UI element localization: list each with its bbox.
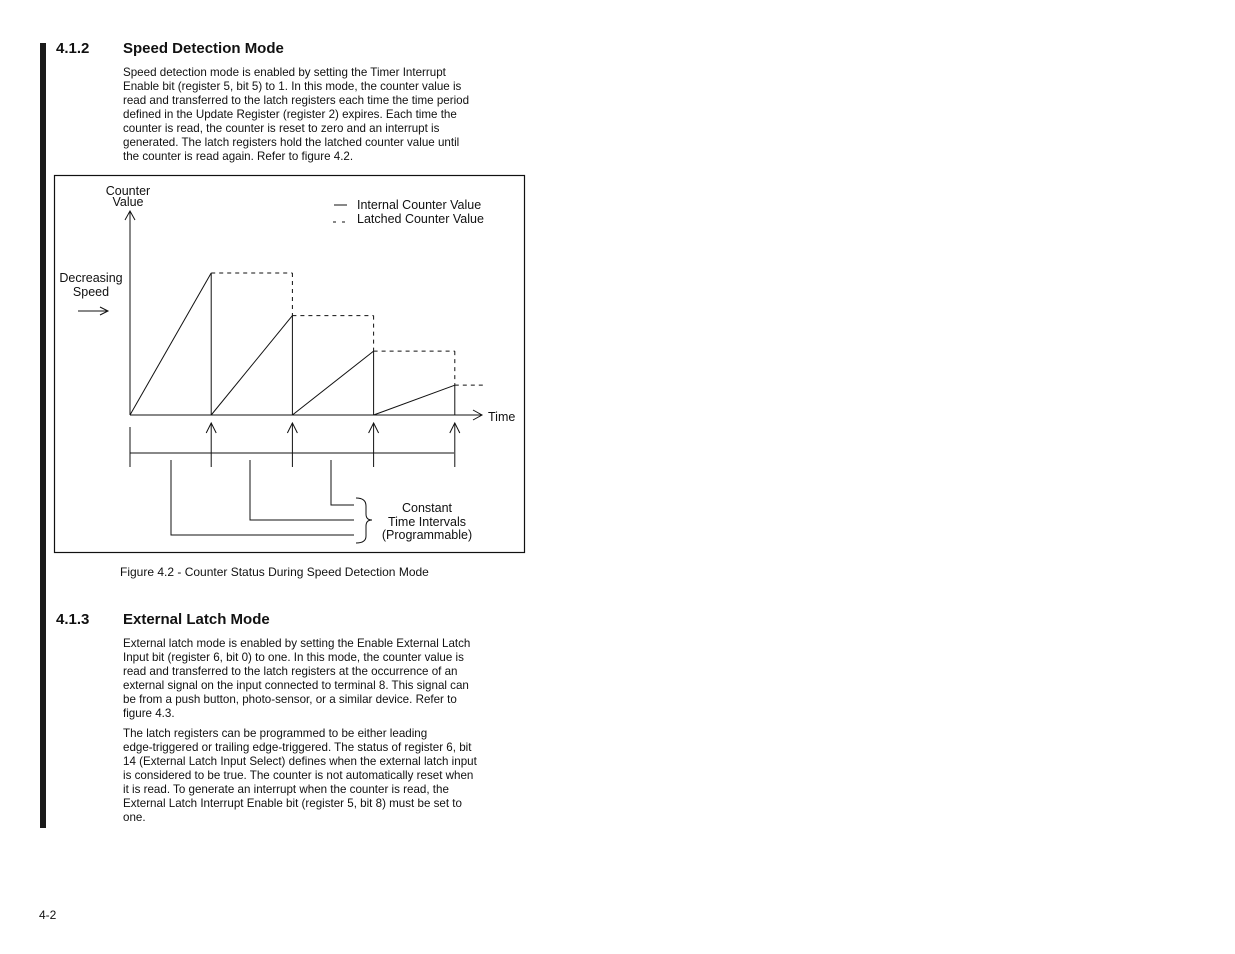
- bracket-label-line1: Constant: [401, 501, 453, 515]
- text-line: Input bit (register 6, bit 0) to one. In this mode, the counter value is: [123, 651, 464, 664]
- timing-arrows: [206, 423, 460, 467]
- section-413-paragraph-2: [123, 727, 513, 825]
- counter-waveform: [130, 273, 483, 415]
- section-number: 4.1.3: [56, 611, 90, 628]
- text-line: Enable bit (register 5, bit 5) to 1. In this mode, the counter value is: [123, 80, 462, 93]
- text-line: one.: [123, 811, 146, 824]
- text-line: read and transferred to the latch registers at the occurrence of an: [123, 665, 458, 678]
- text-line: it is read. To generate an interrupt when the counter is read, the: [123, 783, 449, 796]
- section-413-paragraph-1: [123, 637, 513, 721]
- y-axis-label-line2: Value: [112, 195, 144, 209]
- text-line: defined in the Update Register (register 2) expires. Each time the: [123, 108, 457, 121]
- text-line: External Latch Interrupt Enable bit (register 5, bit 8) must be set to: [123, 797, 462, 810]
- text-line: be from a push button, photo-sensor, or a similar device. Refer to: [123, 693, 457, 706]
- text-line: Speed detection mode is enabled by setting the Timer Interrupt: [123, 66, 446, 79]
- text-line: figure 4.3.: [123, 707, 175, 720]
- section-number: 4.1.2: [56, 40, 90, 57]
- interval-line-1: [171, 460, 354, 535]
- text-line: the counter is read again. Refer to figure 4.2.: [123, 150, 354, 163]
- counter-ramp: [130, 273, 211, 415]
- figure-caption: Figure 4.2 - Counter Status During Speed Detection Mode: [120, 565, 429, 579]
- text-line: 14 (External Latch Input Select) defines when the external latch input: [123, 755, 477, 768]
- side-label-line2: Speed: [72, 285, 110, 299]
- text-line: read and transferred to the latch registers each time the time period: [123, 94, 470, 107]
- text-line: is considered to be true. The counter is not automatically reset when: [123, 769, 474, 782]
- curly-bracket: [356, 498, 372, 543]
- page-number: 4-2: [39, 908, 57, 922]
- section-title: External Latch Mode: [123, 611, 270, 628]
- text-line: edge-triggered or trailing edge-triggered. The status of register 6, bit: [123, 741, 472, 754]
- text-line: counter is read, the counter is reset to zero and an interrupt is: [123, 122, 440, 135]
- x-axis-label: Time: [488, 410, 516, 424]
- text-line: external signal on the input connected to terminal 8. This signal can: [123, 679, 469, 692]
- text-line: generated. The latch registers hold the latched counter value until: [123, 136, 460, 149]
- interval-line-2: [250, 460, 354, 520]
- bracket-label-line2: Time Intervals: [387, 515, 467, 529]
- text-line: The latch registers can be programmed to be either leading: [123, 727, 428, 740]
- figure-frame: [55, 176, 525, 553]
- interval-line-3: [331, 460, 354, 505]
- counter-ramp: [211, 316, 292, 415]
- counter-ramp: [292, 351, 373, 415]
- section-title: Speed Detection Mode: [123, 40, 284, 57]
- counter-ramp: [374, 385, 455, 415]
- legend-solid-label: Internal Counter Value: [357, 198, 482, 212]
- bracket-label-line3: (Programmable): [381, 528, 473, 542]
- legend-dashed-label: Latched Counter Value: [357, 212, 484, 226]
- y-axis-label-line1: Counter: [105, 184, 151, 198]
- side-label-line1: Decreasing: [59, 271, 123, 285]
- text-line: External latch mode is enabled by setting the Enable External Latch: [123, 637, 471, 650]
